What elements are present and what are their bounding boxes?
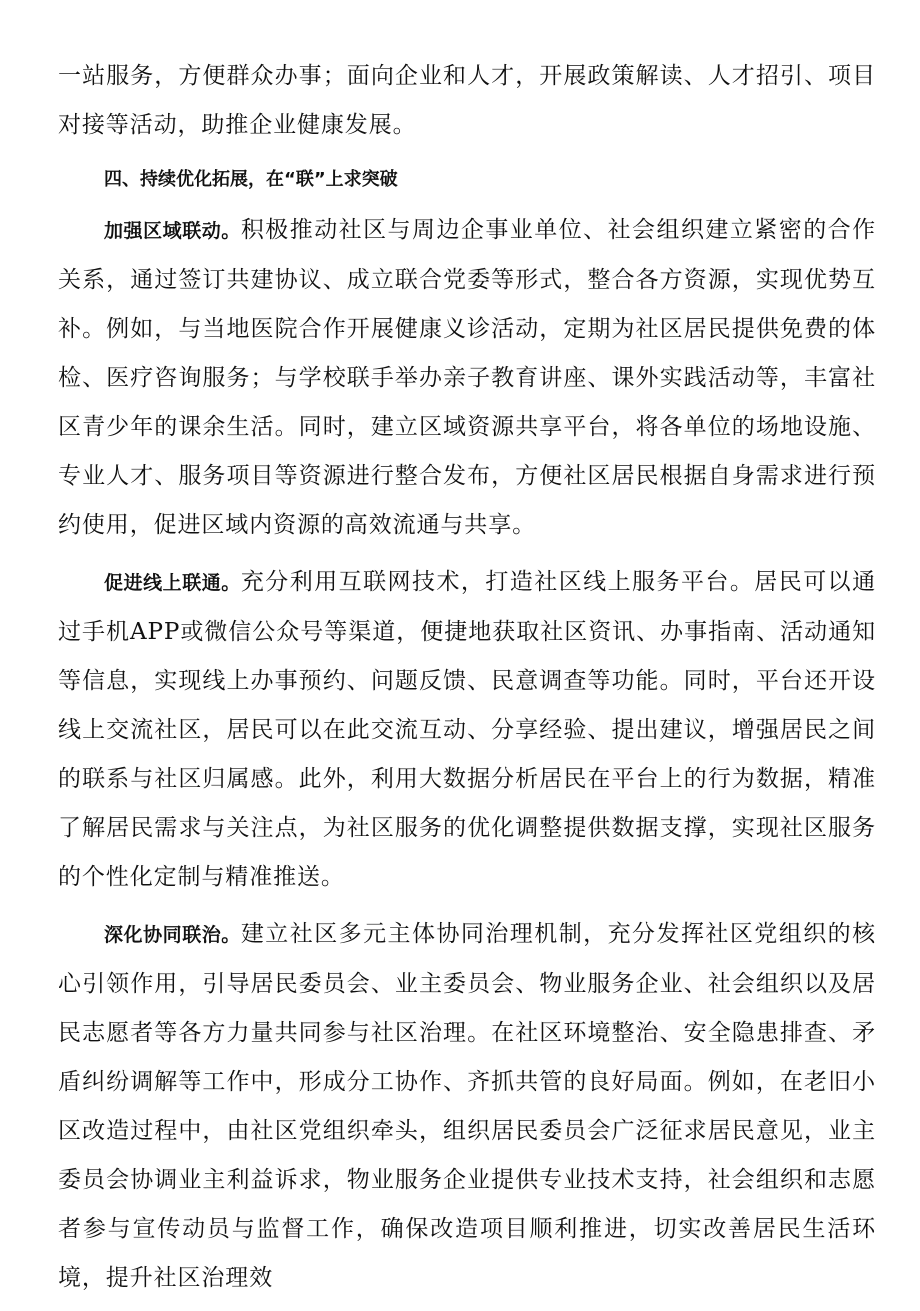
paragraph-lead: 深化协同联治。 — [104, 924, 241, 946]
document-page — [58, 52, 876, 1311]
section-heading: 四、持续优化拓展，在“联”上求突破 — [104, 169, 398, 190]
paragraph-intro: 一站服务，方便群众办事；面向企业和人才，开展政策解读、人才招引、项目对接等活动，助推企业健康发展。 — [58, 63, 876, 138]
paragraph-regional-linkage — [58, 206, 876, 550]
paragraph-body: 积极推动社区与周边企事业单位、社会组织建立紧密的合作关系，通过签订共建协议、成立联合党委等形式，整合各方资源，实现优势互补。例如，与当地医院合作开展健康义诊活动，定期为社区居民提供免费的体检、医疗咨询服务；与学校联手举办亲子教育讲座、课外实践活动等，丰富社区青少年的课余生活。同时，建立区域资源共享平台，将各单位的场地设施、专业人才、服务项目等资源进行整合发布，方便社区居民根据自身需求进行预约使用，促进区域内资源的高效流通与共享。 — [58, 217, 876, 538]
paragraph-online-connection — [58, 558, 876, 902]
paragraph-body: 充分利用互联网技术，打造社区线上服务平台。居民可以通过手机APP或微信公众号等渠道，便捷地获取社区资讯、办事指南、活动通知等信息，实现线上办事预约、问题反馈、民意调查等功能。同时，平台还开设线上交流社区，居民可以在此交流互动、分享经验、提出建议，增强居民之间的联系与社区归属感。此外，利用大数据分析居民在平台上的行为数据，精准了解居民需求与关注点，为社区服务的优化调整提供数据支撑，实现社区服务的个性化定制与精准推送。 — [58, 569, 876, 890]
paragraph-lead: 促进线上联通。 — [104, 572, 241, 594]
paragraph-collaborative-governance — [58, 910, 876, 1303]
paragraph-body: 建立社区多元主体协同治理机制，充分发挥社区党组织的核心引领作用，引导居民委员会、业主委员会、物业服务企业、社会组织以及居民志愿者等各方力量共同参与社区治理。在社区环境整治、安全隐患排查、矛盾纠纷调解等工作中，形成分工协作、齐抓共管的良好局面。例如，在老旧小区改造过程中，由社区党组织牵头，组织居民委员会广泛征求居民意见，业主委员会协调业主利益诉求，物业服务企业提供专业技术支持，社会组织和志愿者参与宣传动员与监督工作，确保改造项目顺利推进，切实改善居民生活环境，提升社区治理效 — [58, 921, 876, 1291]
paragraph-lead: 加强区域联动。 — [104, 220, 241, 242]
